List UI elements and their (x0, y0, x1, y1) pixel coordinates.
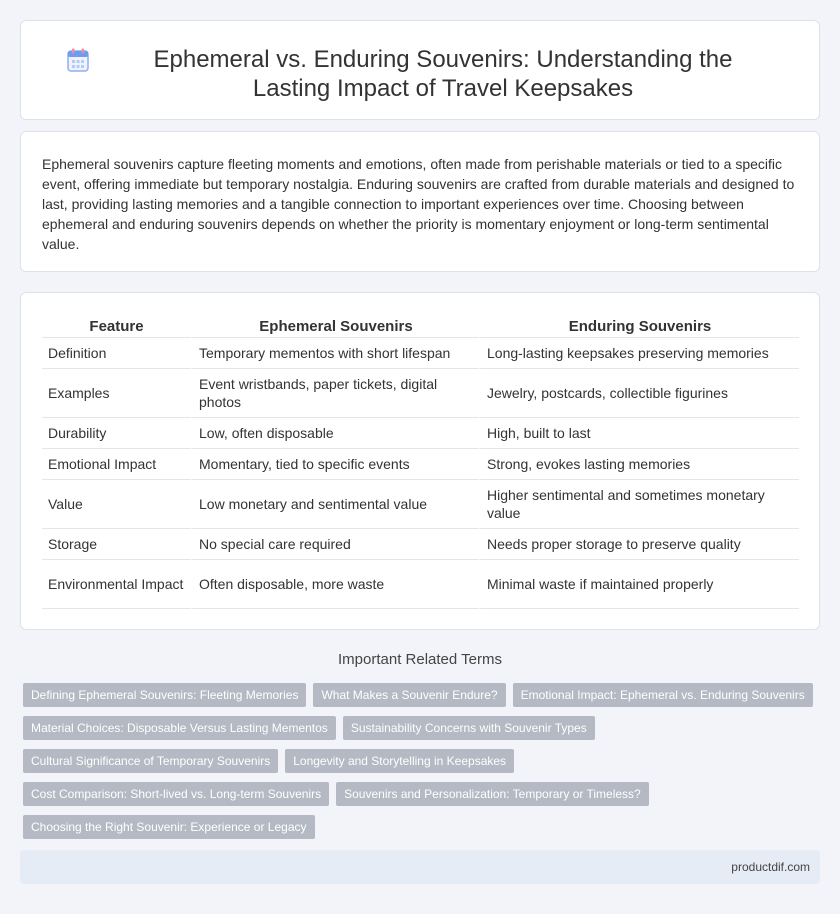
tag-row (23, 683, 813, 707)
related-term-tag[interactable]: Choosing the Right Souvenir: Experience or Legacy (23, 815, 315, 839)
table-cell-feature: Durability (42, 418, 191, 449)
table-row (42, 369, 799, 418)
related-terms-list (23, 683, 813, 848)
table-cell-enduring: Needs proper storage to preserve quality (479, 529, 799, 560)
calendar-icon (67, 48, 89, 72)
table-row (42, 480, 799, 529)
table-cell-feature: Value (42, 480, 191, 529)
related-term-tag[interactable]: Emotional Impact: Ephemeral vs. Enduring Souvenirs (513, 683, 813, 707)
footer-site-link[interactable]: productdif.com (731, 860, 810, 874)
tag-row (23, 782, 813, 806)
related-term-tag[interactable]: Defining Ephemeral Souvenirs: Fleeting Memories (23, 683, 306, 707)
related-term-tag[interactable]: Cost Comparison: Short-lived vs. Long-term Souvenirs (23, 782, 329, 806)
table-cell-enduring: Jewelry, postcards, collectible figurines (479, 369, 799, 418)
table-cell-enduring: Higher sentimental and sometimes monetary value (479, 480, 799, 529)
table-cell-ephemeral: Often disposable, more waste (191, 560, 479, 609)
table-cell-enduring: Long-lasting keepsakes preserving memories (479, 338, 799, 369)
table-cell-feature: Definition (42, 338, 191, 369)
header-feature: Feature (42, 315, 191, 338)
table-cell-feature: Storage (42, 529, 191, 560)
table-row (42, 529, 799, 560)
tag-row (23, 815, 813, 839)
related-term-tag[interactable]: Cultural Significance of Temporary Souvenirs (23, 749, 278, 773)
table-cell-feature: Emotional Impact (42, 449, 191, 480)
related-terms-title: Important Related Terms (338, 651, 502, 668)
title-card (20, 20, 820, 120)
footer (20, 850, 820, 884)
table-cell-ephemeral: Event wristbands, paper tickets, digital photos (191, 369, 479, 418)
comparison-table (42, 315, 799, 609)
related-term-tag[interactable]: What Makes a Souvenir Endure? (313, 683, 505, 707)
table-row (42, 560, 799, 609)
header-ephemeral: Ephemeral Souvenirs (191, 315, 479, 338)
table-row (42, 449, 799, 480)
table-header-row (42, 315, 799, 338)
related-term-tag[interactable]: Longevity and Storytelling in Keepsakes (285, 749, 514, 773)
title-wrap (61, 45, 779, 103)
table-cell-ephemeral: No special care required (191, 529, 479, 560)
comparison-card (20, 292, 820, 630)
table-cell-ephemeral: Low monetary and sentimental value (191, 480, 479, 529)
tag-row (23, 716, 813, 740)
table-row (42, 338, 799, 369)
related-term-tag[interactable]: Sustainability Concerns with Souvenir Types (343, 716, 595, 740)
table-cell-feature: Environmental Impact (42, 560, 191, 609)
table-cell-ephemeral: Temporary mementos with short lifespan (191, 338, 479, 369)
intro-paragraph: Ephemeral souvenirs capture fleeting moments and emotions, often made from perishable materials or tied to a specific event, offering immediate but temporary nostalgia. Enduring souvenirs are crafted from durable materials and designed to last, providing lasting memories and a tangible connection to important experiences over time. Choosing between ephemeral and enduring souvenirs depends on whether the priority is momentary enjoyment or long-term sentimental value. (42, 156, 795, 252)
table-cell-enduring: High, built to last (479, 418, 799, 449)
table-row (42, 418, 799, 449)
table-cell-feature: Examples (42, 369, 191, 418)
page-title: Ephemeral vs. Enduring Souvenirs: Understanding the Lasting Impact of Travel Keepsakes (153, 46, 733, 102)
tag-row (23, 749, 813, 773)
table-cell-ephemeral: Low, often disposable (191, 418, 479, 449)
related-term-tag[interactable]: Material Choices: Disposable Versus Lasting Mementos (23, 716, 336, 740)
table-cell-enduring: Minimal waste if maintained properly (479, 560, 799, 609)
intro-card (20, 131, 820, 272)
related-term-tag[interactable]: Souvenirs and Personalization: Temporary or Timeless? (336, 782, 649, 806)
table-cell-enduring: Strong, evokes lasting memories (479, 449, 799, 480)
header-enduring: Enduring Souvenirs (479, 315, 799, 338)
table-cell-ephemeral: Momentary, tied to specific events (191, 449, 479, 480)
